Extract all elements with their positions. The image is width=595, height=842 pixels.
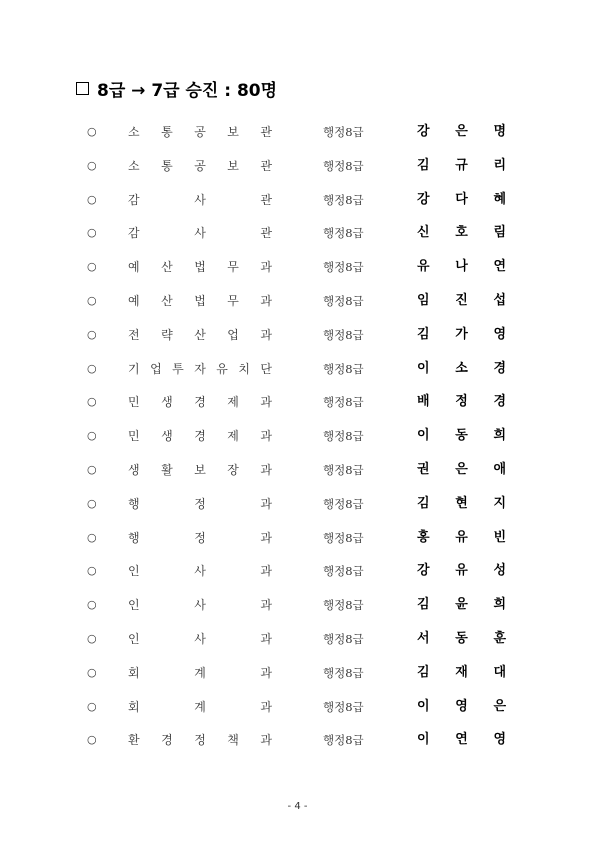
section-heading-text: 8급 → 7급 승진 : 80명	[97, 81, 278, 101]
job-grade: 행정8급	[323, 429, 364, 444]
circle-bullet-icon: ○	[87, 125, 97, 138]
list-item	[0, 624, 595, 658]
page-number: - 4 -	[287, 801, 308, 812]
circle-bullet-icon: ○	[87, 496, 97, 510]
department-name: 민 생 경 제 과	[128, 395, 272, 410]
job-grade: 행정8급	[323, 192, 364, 207]
department-name: 생 활 보 장 과	[128, 462, 272, 477]
circle-bullet-icon: ○	[87, 564, 97, 578]
job-grade: 행정8급	[323, 631, 364, 646]
circle-bullet-icon: ○	[87, 361, 97, 375]
circle-bullet-icon: ○	[87, 462, 97, 476]
job-grade: 행정8급	[323, 125, 364, 139]
department-name: 인 사 과	[128, 564, 272, 579]
list-item	[0, 218, 595, 252]
job-grade: 행정8급	[323, 462, 364, 477]
job-grade: 행정8급	[323, 733, 364, 748]
job-grade: 행정8급	[323, 564, 364, 579]
list-item	[0, 725, 595, 759]
list-item	[0, 658, 595, 692]
list-item	[0, 489, 595, 523]
list-item	[0, 590, 595, 624]
person-name: 서 동 훈	[417, 630, 506, 646]
list-item	[0, 151, 595, 185]
circle-bullet-icon: ○	[87, 598, 97, 612]
person-name: 이 동 희	[417, 428, 506, 444]
department-name: 인 사 과	[128, 598, 272, 613]
job-grade: 행정8급	[323, 530, 364, 545]
department-name: 예 산 법 무 과	[128, 260, 272, 275]
circle-bullet-icon: ○	[87, 293, 97, 307]
department-name: 기 업 투 자 유 치 단	[128, 361, 272, 376]
person-name: 권 은 애	[417, 461, 506, 477]
circle-bullet-icon: ○	[87, 158, 97, 172]
department-name: 회 계 과	[128, 699, 272, 714]
circle-bullet-icon: ○	[87, 429, 97, 443]
person-name: 김 윤 희	[417, 597, 506, 613]
circle-bullet-icon: ○	[87, 665, 97, 679]
person-name: 김 가 영	[417, 326, 506, 342]
job-grade: 행정8급	[323, 260, 364, 275]
department-name: 감 사 관	[128, 192, 272, 207]
job-grade: 행정8급	[323, 598, 364, 613]
job-grade: 행정8급	[323, 665, 364, 680]
person-name: 신 호 림	[417, 225, 506, 241]
job-grade: 행정8급	[323, 158, 364, 173]
person-name: 이 소 경	[417, 360, 506, 376]
circle-bullet-icon: ○	[87, 530, 97, 544]
department-name: 행 정 과	[128, 530, 272, 545]
person-name: 이 영 은	[417, 698, 506, 714]
circle-bullet-icon: ○	[87, 327, 97, 341]
department-name: 민 생 경 제 과	[128, 429, 272, 444]
circle-bullet-icon: ○	[87, 260, 97, 274]
list-item	[0, 286, 595, 320]
department-name: 전 략 산 업 과	[128, 327, 272, 342]
circle-bullet-icon: ○	[87, 192, 97, 206]
list-item	[0, 252, 595, 286]
list-item	[0, 185, 595, 219]
person-name: 홍 유 빈	[417, 529, 506, 545]
list-item	[0, 523, 595, 557]
list-item	[0, 354, 595, 388]
person-name: 김 재 대	[417, 664, 506, 680]
job-grade: 행정8급	[323, 226, 364, 241]
list-item	[0, 117, 595, 151]
promotion-list	[0, 117, 595, 759]
department-name: 소 통 공 보 관	[128, 125, 272, 139]
list-item	[0, 421, 595, 455]
job-grade: 행정8급	[323, 293, 364, 308]
person-name: 이 연 영	[417, 732, 506, 748]
department-name: 인 사 과	[128, 631, 272, 646]
section-heading	[76, 76, 277, 101]
job-grade: 행정8급	[323, 395, 364, 410]
department-name: 감 사 관	[128, 226, 272, 241]
person-name: 강 은 명	[417, 124, 506, 139]
list-item	[0, 320, 595, 354]
person-name: 강 유 성	[417, 563, 506, 579]
department-name: 소 통 공 보 관	[128, 158, 272, 173]
person-name: 임 진 섭	[417, 292, 506, 308]
department-name: 예 산 법 무 과	[128, 293, 272, 308]
list-item	[0, 387, 595, 421]
job-grade: 행정8급	[323, 496, 364, 511]
list-item	[0, 556, 595, 590]
person-name: 강 다 혜	[417, 191, 506, 207]
list-item	[0, 692, 595, 726]
circle-bullet-icon: ○	[87, 733, 97, 747]
circle-bullet-icon: ○	[87, 226, 97, 240]
department-name: 회 계 과	[128, 665, 272, 680]
person-name: 김 현 지	[417, 495, 506, 511]
circle-bullet-icon: ○	[87, 631, 97, 645]
job-grade: 행정8급	[323, 361, 364, 376]
person-name: 김 규 리	[417, 157, 506, 173]
department-name: 행 정 과	[128, 496, 272, 511]
person-name: 배 정 경	[417, 394, 506, 410]
list-item	[0, 455, 595, 489]
job-grade: 행정8급	[323, 699, 364, 714]
circle-bullet-icon: ○	[87, 395, 97, 409]
checkbox-square-icon	[76, 82, 89, 95]
person-name: 유 나 연	[417, 259, 506, 275]
circle-bullet-icon: ○	[87, 699, 97, 713]
job-grade: 행정8급	[323, 327, 364, 342]
department-name: 환 경 정 책 과	[128, 733, 272, 748]
